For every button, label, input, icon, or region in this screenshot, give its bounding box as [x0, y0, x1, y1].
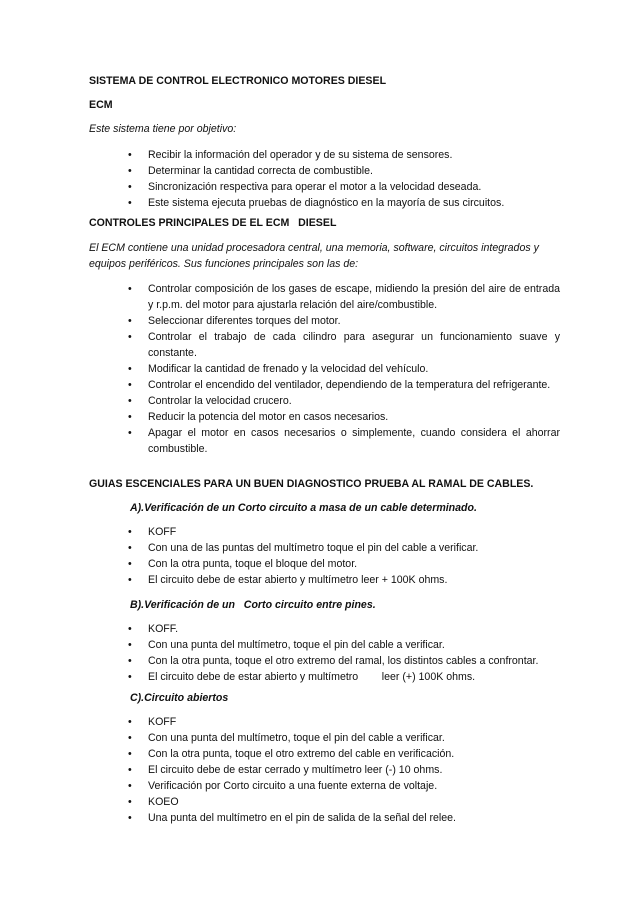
list-item: • Determinar la cantidad correcta de combustible.	[128, 163, 560, 179]
document-title: SISTEMA DE CONTROL ELECTRONICO MOTORES DIESEL	[89, 75, 387, 87]
list-item: • Con una punta del multímetro, toque el pin del cable a verificar.	[128, 730, 560, 746]
list-item: • Este sistema ejecuta pruebas de diagnóstico en la mayoría de sus circuitos.	[128, 195, 560, 211]
guides-heading: GUIAS ESCENCIALES PARA UN BUEN DIAGNOSTICO PRUEBA AL RAMAL DE CABLES.	[89, 478, 534, 490]
ecm-heading: ECM	[89, 99, 113, 111]
list-item: • Modificar la cantidad de frenado y la velocidad del vehículo.	[128, 361, 560, 377]
list-item: • Con la otra punta, toque el bloque del motor.	[128, 556, 560, 572]
list-item: • Controlar el encendido del ventilador, dependiendo de la temperatura del refrigerante.	[128, 377, 560, 393]
list-item: • Seleccionar diferentes torques del motor.	[128, 313, 560, 329]
list-item: • Verificación por Corto circuito a una fuente externa de voltaje.	[128, 778, 560, 794]
list-item: • Apagar el motor en casos necesarios o simplemente, cuando considera el ahorrar combustible.	[128, 425, 560, 457]
section-b-list	[128, 621, 560, 685]
list-item: • KOFF.	[128, 621, 560, 637]
list-item: • Con la otra punta, toque el otro extremo del ramal, los distintos cables a confrontar.	[128, 653, 560, 669]
list-item: • Controlar composición de los gases de escape, midiendo la presión del aire de entrada y r.p.m. del motor para ajustarla relación del aire/combustible.	[128, 281, 560, 313]
list-item: • Con la otra punta, toque el otro extremo del cable en verificación.	[128, 746, 560, 762]
objectives-list	[128, 147, 560, 211]
list-item: • Con una de las puntas del multímetro toque el pin del cable a verificar.	[128, 540, 560, 556]
controls-intro: El ECM contiene una unidad procesadora central, una memoria, software, circuitos integrados y equipos periféricos. Sus funciones principales son las de:	[89, 242, 539, 270]
list-item: • El circuito debe de estar abierto y multímetro leer (+) 100K ohms.	[128, 669, 560, 685]
functions-list	[128, 281, 560, 457]
section-b-title: B).Verificación de un Corto circuito entre pines.	[130, 599, 376, 611]
list-item: • Controlar la velocidad crucero.	[128, 393, 560, 409]
section-c-list	[128, 714, 560, 826]
list-item: • KOFF	[128, 524, 560, 540]
objective-intro: Este sistema tiene por objetivo:	[89, 123, 237, 135]
list-item: • Reducir la potencia del motor en casos necesarios.	[128, 409, 560, 425]
list-item: • El circuito debe de estar cerrado y multímetro leer (-) 10 ohms.	[128, 762, 560, 778]
list-item: • Sincronización respectiva para operar el motor a la velocidad deseada.	[128, 179, 560, 195]
controls-heading: CONTROLES PRINCIPALES DE EL ECM DIESEL	[89, 217, 337, 229]
list-item: • KOFF	[128, 714, 560, 730]
list-item: • Con una punta del multímetro, toque el pin del cable a verificar.	[128, 637, 560, 653]
section-a-title: A).Verificación de un Corto circuito a masa de un cable determinado.	[130, 502, 477, 514]
list-item: • Una punta del multímetro en el pin de salida de la señal del relee.	[128, 810, 560, 826]
list-item: • Controlar el trabajo de cada cilindro para asegurar un funcionamiento suave y constante.	[128, 329, 560, 361]
list-item: • KOEO	[128, 794, 560, 810]
list-item: • El circuito debe de estar abierto y multímetro leer + 100K ohms.	[128, 572, 560, 588]
list-item: • Recibir la información del operador y de su sistema de sensores.	[128, 147, 560, 163]
section-a-list	[128, 524, 560, 588]
section-c-title: C).Circuito abiertos	[130, 692, 229, 704]
